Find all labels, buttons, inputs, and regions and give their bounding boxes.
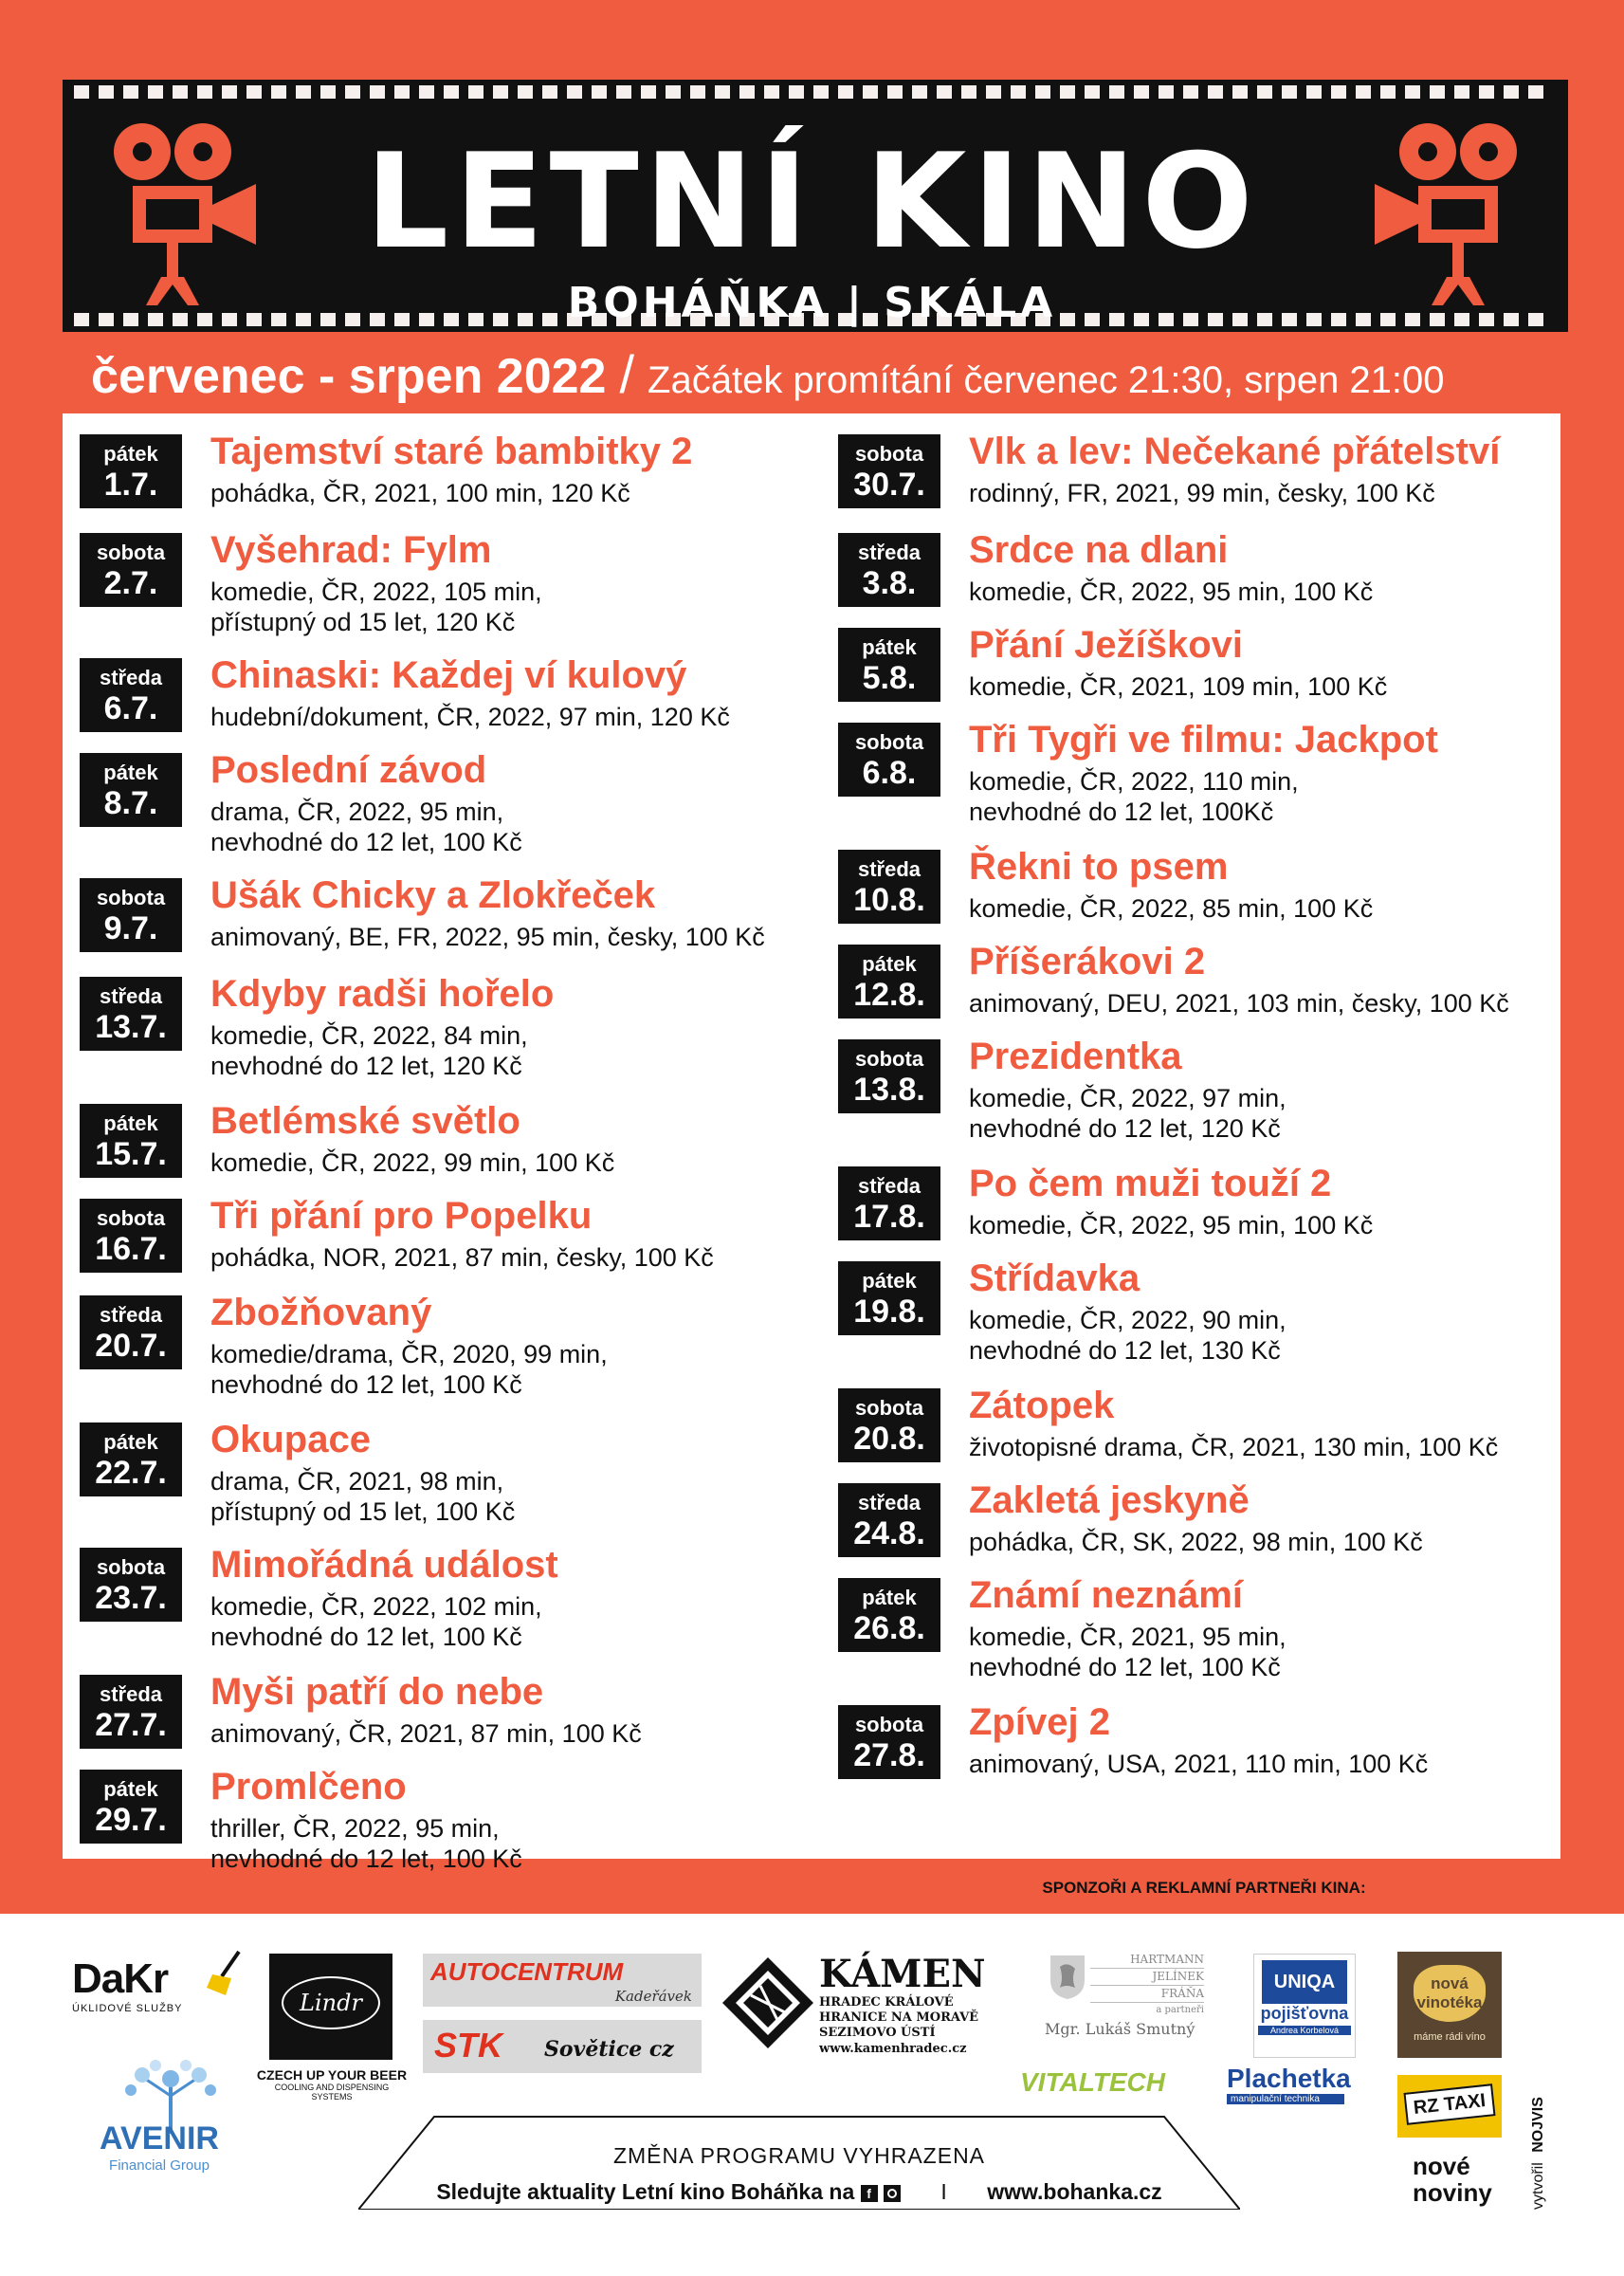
plachetka-sub: manipulační technika [1227, 2094, 1344, 2104]
movie-title: Zátopek [969, 1385, 1115, 1426]
date: 30.7. [853, 467, 925, 503]
movie-title: Mimořádná událost [210, 1544, 558, 1586]
dakr-name: DaKr [72, 1955, 169, 2002]
law-line: a partneři [1156, 2005, 1204, 2015]
film-perforation [222, 85, 237, 99]
follow-text: Sledujte aktuality Letní kino Boháňka na [436, 2179, 855, 2204]
date: 6.8. [862, 755, 917, 791]
film-perforation [912, 85, 927, 99]
movie-info: nevhodné do 12 let, 130 Kč [969, 1336, 1281, 1365]
program-panel [63, 413, 1560, 1873]
kamen-name: KÁMEN [819, 1952, 986, 1996]
film-perforation [1257, 85, 1272, 99]
movie-details [969, 1622, 1286, 1682]
date: 13.7. [95, 1009, 167, 1045]
film-perforation [320, 85, 336, 99]
autocentrum-logo [423, 1954, 702, 2007]
movie-details [969, 988, 1509, 1019]
film-perforation [961, 85, 976, 99]
rztaxi-name: RZ TAXI [1403, 2083, 1495, 2125]
page-subtitle: BOHÁŇKA | SKÁLA [567, 279, 1057, 327]
film-perforation [444, 85, 459, 99]
date-badge [80, 1104, 182, 1178]
movie-title: Chinaski: Každej ví kulový [210, 654, 687, 696]
date-badge [80, 434, 182, 508]
movie-info: hudební/dokument, ČR, 2022, 97 min, 120 Kč [210, 703, 730, 731]
movie-info: komedie, ČR, 2022, 90 min, [969, 1306, 1286, 1334]
weekday: sobota [96, 886, 166, 909]
date-badge [80, 1548, 182, 1622]
movie-details [210, 797, 522, 857]
film-perforation [863, 85, 878, 99]
film-perforation [838, 85, 853, 99]
date-badge [838, 850, 940, 924]
film-perforation [567, 85, 582, 99]
movie-info: nevhodné do 12 let, 120 Kč [969, 1114, 1281, 1143]
law-line: FRÁŇA [1090, 1986, 1204, 2003]
film-perforation [690, 85, 705, 99]
film-perforation [518, 85, 533, 99]
date: 15.7. [95, 1136, 167, 1172]
film-perforation [1528, 85, 1543, 99]
film-perforation [1134, 85, 1149, 99]
movie-info: nevhodné do 12 let, 100 Kč [210, 828, 522, 856]
movie-details [210, 1339, 608, 1400]
movie-details [210, 702, 730, 732]
film-perforation [1011, 85, 1026, 99]
movie-info: komedie, ČR, 2022, 97 min, [969, 1084, 1286, 1112]
movie-details [969, 671, 1387, 702]
date-badge [80, 1422, 182, 1496]
movie-details [210, 922, 765, 952]
plachetka-logo [1227, 2064, 1378, 2104]
film-perforation [271, 85, 286, 99]
film-perforation [296, 85, 311, 99]
movie-info: pohádka, ČR, SK, 2022, 98 min, 100 Kč [969, 1528, 1423, 1556]
date-badge [838, 945, 940, 1019]
vitaltech-name: VITALTECH [1020, 2067, 1165, 2097]
movie-details [969, 1305, 1286, 1366]
movie-title: Vlk a lev: Nečekané přátelství [969, 431, 1501, 472]
date-badge [838, 1039, 940, 1113]
movie-info: komedie, ČR, 2022, 95 min, 100 Kč [969, 1211, 1374, 1239]
date: 9.7. [103, 910, 158, 946]
film-perforation [641, 85, 656, 99]
weekday: středa [857, 1491, 921, 1514]
date-badge [80, 753, 182, 827]
film-perforation [246, 85, 262, 99]
movie-details [969, 1432, 1498, 1462]
date: 10.8. [853, 882, 925, 918]
film-perforation [986, 85, 1001, 99]
date: 13.8. [853, 1072, 925, 1108]
movie-info: drama, ČR, 2022, 95 min, [210, 798, 504, 826]
stk-name: STK [434, 2026, 502, 2065]
facebook-icon[interactable]: f [861, 2185, 878, 2202]
date-badge [838, 434, 940, 508]
film-perforation [1085, 85, 1100, 99]
movie-details [969, 478, 1435, 508]
movie-details [210, 1020, 528, 1081]
movie-title: Vyšehrad: Fylm [210, 529, 492, 571]
movie-title: Zbožňovaný [210, 1292, 432, 1333]
movie-details [969, 1749, 1428, 1779]
movie-info: nevhodné do 12 let, 100Kč [969, 798, 1274, 826]
date-badge [80, 1199, 182, 1273]
movie-title: Střídavka [969, 1257, 1140, 1299]
movie-details [969, 1210, 1373, 1240]
uniqa-logo [1253, 1954, 1356, 2058]
film-perforation [592, 85, 607, 99]
date-badge [838, 1166, 940, 1240]
film-perforation [1060, 85, 1075, 99]
film-perforation [1282, 85, 1297, 99]
vinoteka-logo [1397, 1952, 1502, 2058]
weekday: středa [857, 857, 921, 881]
movie-details [210, 1466, 515, 1527]
autocentrum-name: AUTOCENTRUM [430, 1957, 624, 1986]
movie-details [969, 893, 1373, 924]
weekday: pátek [862, 1586, 917, 1609]
film-perforation [937, 85, 952, 99]
weekday: pátek [103, 1430, 158, 1454]
weekday: pátek [862, 1269, 917, 1293]
weekday: sobota [854, 1047, 924, 1071]
movie-title: Zpívej 2 [969, 1701, 1110, 1743]
weekday: sobota [854, 442, 924, 466]
movie-details [969, 577, 1373, 607]
date: 29.7. [95, 1802, 167, 1838]
date: 8.7. [103, 785, 158, 821]
season-line [91, 343, 1445, 405]
film-perforation [813, 85, 829, 99]
film-perforation [1380, 85, 1396, 99]
date: 5.8. [862, 660, 917, 696]
created-by-label: vytvořil [1530, 2162, 1546, 2210]
date-badge [80, 533, 182, 607]
date: 27.7. [95, 1707, 167, 1743]
lindr-name: Lindr [282, 1976, 380, 2029]
weekday: středa [99, 1303, 163, 1327]
weekday: pátek [103, 442, 158, 466]
date: 2.7. [103, 565, 158, 601]
film-perforation [173, 85, 188, 99]
sponsors-heading: SPONZOŘI A REKLAMNÍ PARTNEŘI KINA: [840, 1859, 1568, 1910]
kamen-line: HRANICE NA MORAVĚ [819, 2010, 979, 2025]
movie-title: Známí neznámí [969, 1574, 1243, 1616]
date-badge [80, 1295, 182, 1369]
movie-info: drama, ČR, 2021, 98 min, [210, 1467, 504, 1496]
weekday: středa [99, 984, 163, 1008]
weekday: pátek [103, 1777, 158, 1801]
movie-info: komedie, ČR, 2022, 102 min, [210, 1592, 542, 1621]
instagram-icon[interactable] [884, 2185, 901, 2202]
film-perforation [542, 85, 557, 99]
lion-crest-icon [1049, 1954, 1086, 2001]
movie-title: Příšerákovi 2 [969, 941, 1206, 982]
movie-details [969, 1083, 1286, 1144]
movie-details [210, 577, 542, 637]
movie-title: Myši patří do nebe [210, 1671, 544, 1713]
dakr-tagline: ÚKLIDOVÉ SLUŽBY [72, 2003, 183, 2014]
movie-title: Zakletá jeskyně [969, 1479, 1250, 1521]
weekday: sobota [854, 1396, 924, 1420]
movie-info: komedie, ČR, 2022, 95 min, 100 Kč [969, 578, 1374, 606]
kamen-web: www.kamenhradec.cz [819, 2042, 967, 2056]
movie-info: animovaný, USA, 2021, 110 min, 100 Kč [969, 1750, 1429, 1778]
date-badge [80, 977, 182, 1051]
date: 17.8. [853, 1199, 925, 1235]
vitaltech-logo [1020, 2067, 1206, 2098]
movie-title: Tři Tygři ve filmu: Jackpot [969, 719, 1438, 761]
date-badge [80, 1770, 182, 1844]
movie-info: rodinný, FR, 2021, 99 min, česky, 100 Kč [969, 479, 1435, 507]
date: 22.7. [95, 1455, 167, 1491]
kamen-line: HRADEC KRÁLOVÉ [819, 1995, 954, 2010]
movie-info: nevhodné do 12 let, 120 Kč [210, 1052, 522, 1080]
film-perforation [1183, 85, 1198, 99]
date-badge [838, 1705, 940, 1779]
weekday: sobota [854, 1713, 924, 1736]
weekday: pátek [103, 1111, 158, 1135]
broom-icon [207, 1950, 245, 1997]
kamen-line: SEZIMOVO ÚSTÍ [819, 2026, 936, 2040]
date-badge [80, 658, 182, 732]
weekday: pátek [103, 761, 158, 784]
date-badge [838, 1388, 940, 1462]
law-person: Mgr. Lukáš Smutný [1045, 2020, 1195, 2038]
website-link[interactable]: www.bohanka.cz [987, 2179, 1162, 2204]
film-perforation [74, 85, 89, 99]
movie-title: Kdyby radši hořelo [210, 973, 555, 1015]
movie-info: nevhodné do 12 let, 100 Kč [210, 1845, 522, 1873]
film-strip-top [63, 80, 1568, 104]
film-perforation [345, 85, 360, 99]
lindr-tagline-block [256, 2067, 408, 2102]
movie-title: Prezidentka [969, 1036, 1182, 1077]
date: 20.8. [853, 1421, 925, 1457]
movie-info: životopisné drama, ČR, 2021, 130 min, 100 Kč [969, 1433, 1499, 1461]
film-perforation [1479, 85, 1494, 99]
movie-title: Betlémské světlo [210, 1100, 520, 1142]
movie-info: nevhodné do 12 let, 100 Kč [969, 1653, 1281, 1681]
avenir-sub: Financial Group [109, 2157, 210, 2174]
rztaxi-logo [1397, 2075, 1502, 2138]
film-perforation [1159, 85, 1174, 99]
movie-info: animovaný, BE, FR, 2022, 95 min, česky, 100 Kč [210, 923, 765, 951]
separator: / [619, 344, 635, 404]
date: 23.7. [95, 1580, 167, 1616]
weekday: pátek [862, 635, 917, 659]
stk-sub: Sovětice cz [544, 2037, 674, 2062]
film-perforation [1232, 85, 1248, 99]
weekday: sobota [854, 730, 924, 754]
follow-line [358, 2179, 1240, 2205]
law-line: JELÍNEK [1090, 1969, 1204, 1986]
film-perforation [1208, 85, 1223, 99]
date-badge [80, 1675, 182, 1749]
film-perforation [739, 85, 755, 99]
uniqa-person: Andrea Korbelová [1258, 2026, 1351, 2035]
lindr-logo [269, 1954, 392, 2060]
weekday: středa [857, 541, 921, 564]
film-perforation [1109, 85, 1124, 99]
movie-info: animovaný, ČR, 2021, 87 min, 100 Kč [210, 1719, 642, 1748]
movie-title: Řekni to psem [969, 846, 1229, 888]
film-perforation [197, 85, 212, 99]
avenir-name: AVENIR [100, 2120, 219, 2157]
date: 1.7. [103, 467, 158, 503]
film-perforation [616, 85, 631, 99]
movie-info: komedie, ČR, 2021, 95 min, [969, 1623, 1286, 1651]
movie-info: přístupný od 15 let, 100 Kč [210, 1497, 516, 1526]
movie-details [210, 1718, 642, 1749]
kamen-emblem-icon [722, 1957, 813, 2048]
film-perforation [123, 85, 138, 99]
vinoteka-name: nová vinotéka [1414, 1965, 1486, 2022]
date-badge [80, 878, 182, 952]
film-perforation [1405, 85, 1420, 99]
weekday: pátek [862, 952, 917, 976]
movie-title: Poslední závod [210, 749, 487, 791]
page-title: LETNÍ KINO [365, 125, 1259, 278]
movie-details [210, 1242, 714, 1273]
movie-title: Okupace [210, 1419, 371, 1460]
weekday: středa [99, 666, 163, 689]
movie-title: Po čem muži touží 2 [969, 1163, 1332, 1204]
film-perforation [1356, 85, 1371, 99]
divider: I [940, 2179, 947, 2204]
film-perforation [764, 85, 779, 99]
kamen-logo [819, 1954, 1009, 2058]
lindr-sub: COOLING AND DISPENSING SYSTEMS [274, 2083, 390, 2102]
autocentrum-sub: Kadeřávek [614, 1988, 692, 2005]
film-perforation [468, 85, 484, 99]
law-office-logo [1090, 1952, 1204, 2018]
date-badge [838, 1483, 940, 1557]
movie-info: komedie, ČR, 2022, 105 min, [210, 578, 542, 606]
film-perforation [1430, 85, 1445, 99]
film-perforation [1035, 85, 1050, 99]
weekday: sobota [96, 1206, 166, 1230]
movie-details [210, 478, 630, 508]
film-perforation [1454, 85, 1469, 99]
film-perforation [1331, 85, 1346, 99]
screening-start-info: Začátek promítání červenec 21:30, srpen 21:00 [648, 359, 1445, 401]
movie-info: pohádka, NOR, 2021, 87 min, česky, 100 Kč [210, 1243, 714, 1272]
date-badge [838, 628, 940, 702]
film-perforation [715, 85, 730, 99]
movie-title: Tajemství staré bambitky 2 [210, 431, 693, 472]
weekday: sobota [96, 541, 166, 564]
film-perforation [1504, 85, 1519, 99]
date: 27.8. [853, 1737, 925, 1773]
movie-details [210, 1147, 614, 1178]
movie-info: komedie, ČR, 2021, 109 min, 100 Kč [969, 672, 1388, 701]
uniqa-name: UNIQA [1262, 1960, 1347, 2004]
stk-logo [423, 2020, 702, 2073]
movie-info: komedie, ČR, 2022, 110 min, [969, 767, 1299, 796]
film-perforation [419, 85, 434, 99]
weekday: středa [857, 1174, 921, 1198]
noviny-logo: nové noviny [1413, 2152, 1492, 2207]
date: 20.7. [95, 1328, 167, 1364]
date-badge [838, 1261, 940, 1335]
uniqa-sub: pojišťovna [1260, 2004, 1349, 2023]
program-change-notice: ZMĚNA PROGRAMU VYHRAZENA [612, 2143, 986, 2168]
date: 19.8. [853, 1294, 925, 1330]
film-perforation [666, 85, 681, 99]
movie-details [210, 1591, 542, 1652]
film-perforation [394, 85, 410, 99]
film-perforation [789, 85, 804, 99]
movie-details [969, 1527, 1423, 1557]
movie-info: nevhodné do 12 let, 100 Kč [210, 1370, 522, 1399]
movie-info: pohádka, ČR, 2021, 100 min, 120 Kč [210, 479, 630, 507]
film-perforation [887, 85, 903, 99]
film-perforation [99, 85, 114, 99]
plachetka-name: Plachetka [1227, 2064, 1351, 2093]
film-perforation [148, 85, 163, 99]
created-by [1530, 2097, 1547, 2210]
weekday: sobota [96, 1555, 166, 1579]
law-line: HARTMANN [1090, 1952, 1204, 1969]
film-perforation [1306, 85, 1322, 99]
date: 12.8. [853, 977, 925, 1013]
movie-title: Promlčeno [210, 1766, 407, 1808]
season-dates: červenec - srpen 2022 [91, 349, 607, 404]
movie-info: animovaný, DEU, 2021, 103 min, česky, 100 Kč [969, 989, 1509, 1018]
movie-info: přístupný od 15 let, 120 Kč [210, 608, 516, 636]
date-badge [838, 1578, 940, 1652]
movie-info: thriller, ČR, 2022, 95 min, [210, 1814, 500, 1843]
lindr-tagline: CZECH UP YOUR BEER [256, 2067, 408, 2083]
movie-details [210, 1813, 522, 1874]
avenir-logo [74, 2120, 245, 2174]
weekday: středa [99, 1682, 163, 1706]
film-perforation [370, 85, 385, 99]
movie-title: Tři přání pro Popelku [210, 1195, 593, 1237]
date: 24.8. [853, 1515, 925, 1551]
movie-title: Ušák Chicky a Zlokřeček [210, 874, 656, 916]
date-badge [838, 723, 940, 797]
movie-info: nevhodné do 12 let, 100 Kč [210, 1623, 522, 1651]
movie-title: Přání Ježíškovi [969, 624, 1244, 666]
date: 26.8. [853, 1610, 925, 1646]
date-badge [838, 533, 940, 607]
film-perforation [493, 85, 508, 99]
vinoteka-sub: máme rádi víno [1414, 2031, 1486, 2043]
movie-info: komedie/drama, ČR, 2020, 99 min, [210, 1340, 608, 1368]
movie-info: komedie, ČR, 2022, 84 min, [210, 1021, 528, 1050]
date: 3.8. [862, 565, 917, 601]
movie-info: komedie, ČR, 2022, 85 min, 100 Kč [969, 894, 1374, 923]
movie-details [969, 766, 1299, 827]
movie-title: Srdce na dlani [969, 529, 1229, 571]
movie-info: komedie, ČR, 2022, 99 min, 100 Kč [210, 1148, 615, 1177]
date: 16.7. [95, 1231, 167, 1267]
nojvis-name: NOJVIS [1530, 2097, 1546, 2153]
date: 6.7. [103, 690, 158, 726]
